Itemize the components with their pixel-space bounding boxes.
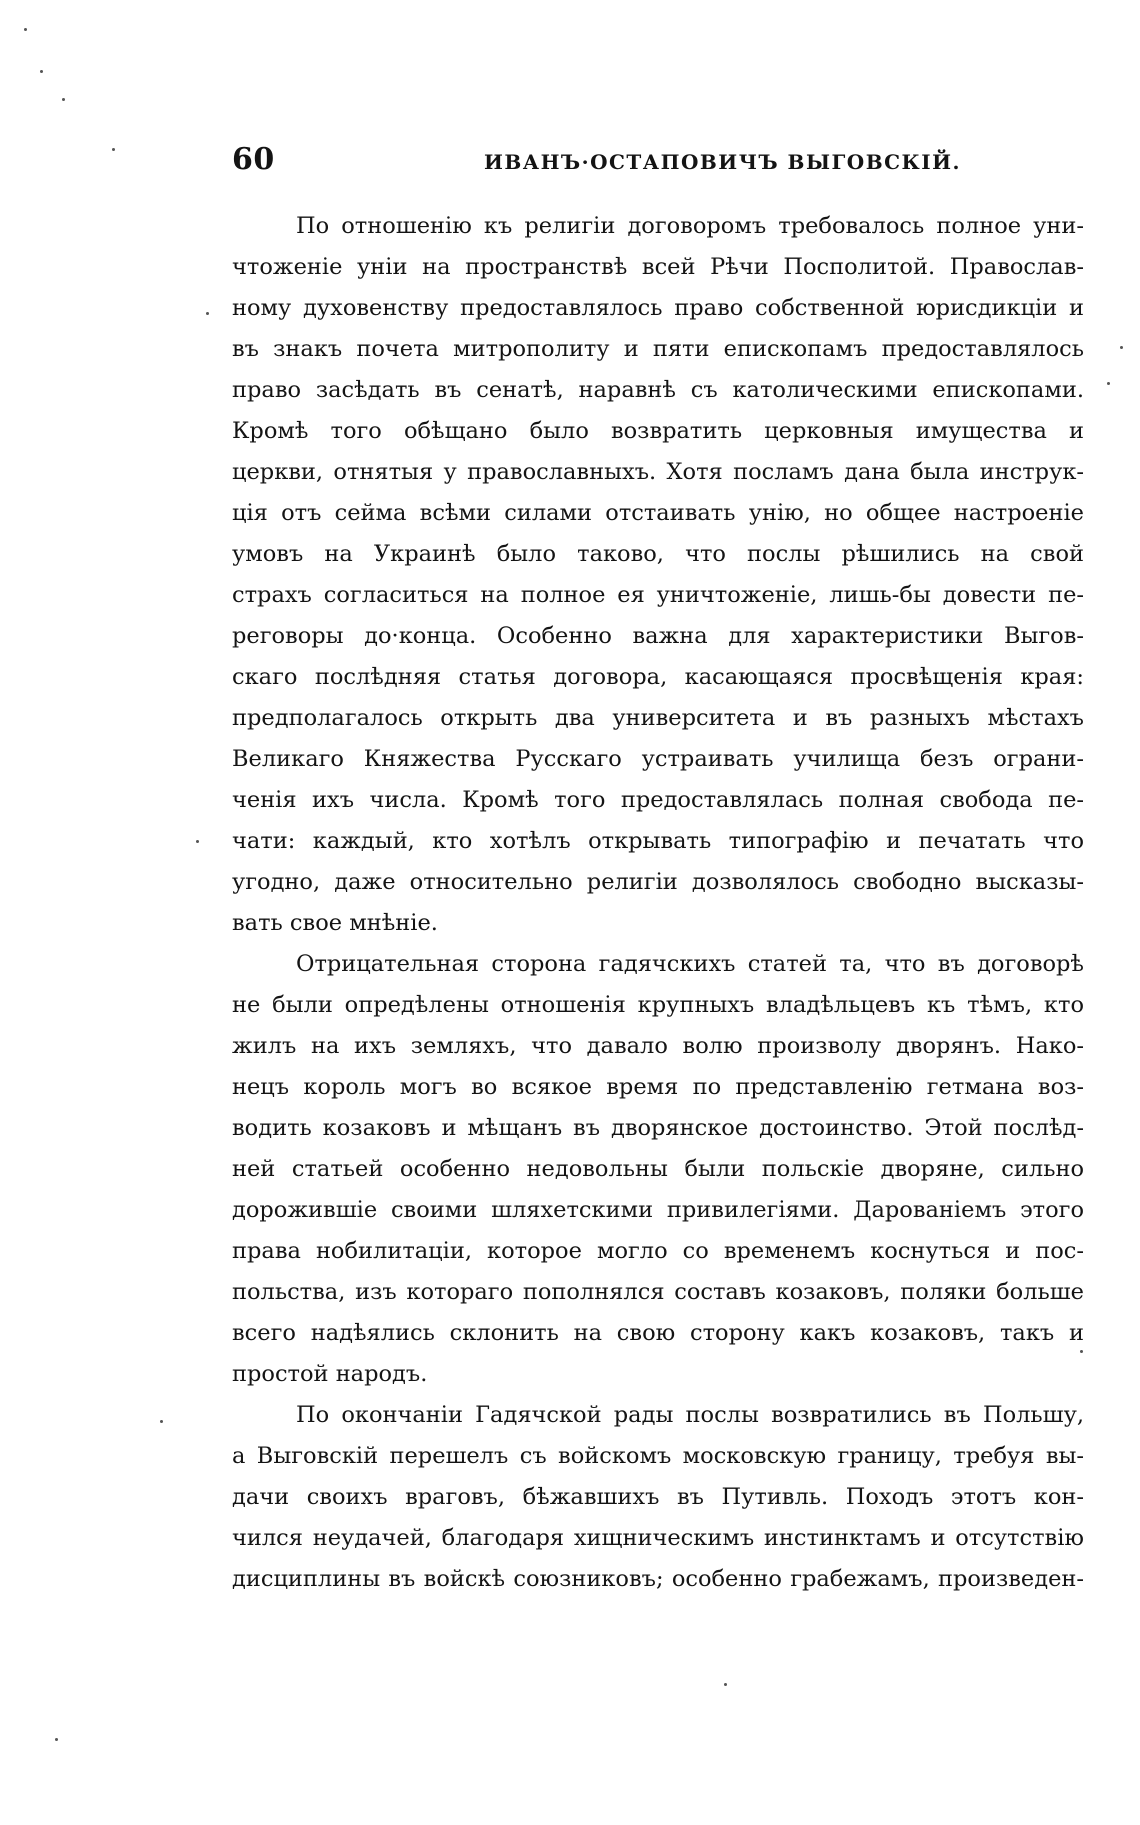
text-line: реговоры до·конца. Особенно важна для характеристики Выгов- [232, 623, 1084, 649]
print-speck [112, 148, 115, 151]
text-line: дорожившіе своими шляхетскими привилегіями. Дарованіемъ этого [232, 1197, 1084, 1223]
text-line: ченія ихъ числа. Кромѣ того предоставлялась полная свобода пе- [232, 787, 1084, 813]
text-line: права нобилитаціи, которое могло со временемъ коснуться и пос- [232, 1238, 1084, 1264]
text-line: дисциплины въ войскѣ союзниковъ; особенно грабежамъ, произведен- [232, 1566, 1084, 1592]
text-line: всего надѣялись склонить на свою сторону какъ козаковъ, такъ и [232, 1320, 1084, 1346]
text-line: ней статьей особенно недовольны были польскіе дворяне, сильно [232, 1156, 1084, 1182]
text-line: По окончаніи Гадячской рады послы возвратились въ Польшу, [296, 1402, 1084, 1428]
text-line: страхъ согласиться на полное ея уничтоженіе, лишь-бы довести пе- [232, 582, 1084, 608]
text-line: простой народъ. [232, 1361, 428, 1387]
print-speck [160, 1420, 163, 1423]
body-text [232, 206, 1084, 1600]
text-line: Отрицательная сторона гадячскихъ статей та, что въ договорѣ [296, 951, 1084, 977]
print-speck [24, 28, 27, 31]
text-line: право засѣдать въ сенатѣ, наравнѣ съ католическими епископами. [232, 377, 1084, 403]
text-line: чился неудачей, благодаря хищническимъ инстинктамъ и отсутствію [232, 1525, 1084, 1551]
paragraph [232, 944, 1084, 1395]
text-line: чати: каждый, кто хотѣлъ открывать типографію и печатать что [232, 828, 1084, 854]
text-line: церкви, отнятыя у православныхъ. Хотя посламъ дана была инструк- [232, 459, 1084, 485]
text-line: предполагалось открыть два университета и въ разныхъ мѣстахъ [232, 705, 1084, 731]
text-line: По отношенію къ религіи договоромъ требовалось полное уни- [296, 213, 1084, 239]
print-speck [1120, 346, 1123, 349]
print-speck [1107, 382, 1110, 385]
text-line: вать свое мнѣніе. [232, 910, 438, 936]
print-speck [55, 1738, 58, 1741]
paragraph [232, 1395, 1084, 1600]
print-speck [62, 98, 65, 101]
text-line: водить козаковъ и мѣщанъ въ дворянское достоинство. Этой послѣд- [232, 1115, 1084, 1141]
text-line: умовъ на Украинѣ было таково, что послы рѣшились на свой [232, 541, 1084, 567]
text-line: дачи своихъ враговъ, бѣжавшихъ въ Путивль. Походъ этотъ кон- [232, 1484, 1084, 1510]
text-line: жилъ на ихъ земляхъ, что давало волю произволу дворянъ. Нако- [232, 1033, 1084, 1059]
running-head: ИВАНЪ·ОСТАПОВИЧЪ ВЫГОВСКІЙ. [484, 150, 961, 174]
text-line: ція отъ сейма всѣми силами отстаивать унію, но общее настроеніе [232, 500, 1084, 526]
page-header [232, 142, 1084, 182]
text-line: угодно, даже относительно религіи дозволялось свободно высказы- [232, 869, 1084, 895]
text-line: польства, изъ котораго пополнялся составъ козаковъ, поляки больше [232, 1279, 1084, 1305]
print-speck [40, 70, 43, 73]
page-number: 60 [232, 142, 275, 177]
paragraph [232, 206, 1084, 944]
text-line: въ знакъ почета митрополиту и пяти епископамъ предоставлялось [232, 336, 1084, 362]
text-line: Великаго Княжества Русскаго устраивать училища безъ ограни- [232, 746, 1084, 772]
text-line: а Выговскій перешелъ съ войскомъ московскую границу, требуя вы- [232, 1443, 1084, 1469]
print-speck [206, 312, 209, 315]
text-line: не были опредѣлены отношенія крупныхъ владѣльцевъ къ тѣмъ, кто [232, 992, 1084, 1018]
text-line: ному духовенству предоставлялось право собственной юрисдикціи и [232, 295, 1084, 321]
text-line: Кромѣ того обѣщано было возвратить церковныя имущества и [232, 418, 1084, 444]
print-speck [724, 1683, 727, 1686]
text-line: нецъ король могъ во всякое время по представленію гетмана воз- [232, 1074, 1084, 1100]
text-line: чтоженіе уніи на пространствѣ всей Рѣчи Посполитой. Православ- [232, 254, 1084, 280]
text-line: скаго послѣдняя статья договора, касающаяся просвѣщенія края: [232, 664, 1084, 690]
print-speck [196, 840, 199, 843]
